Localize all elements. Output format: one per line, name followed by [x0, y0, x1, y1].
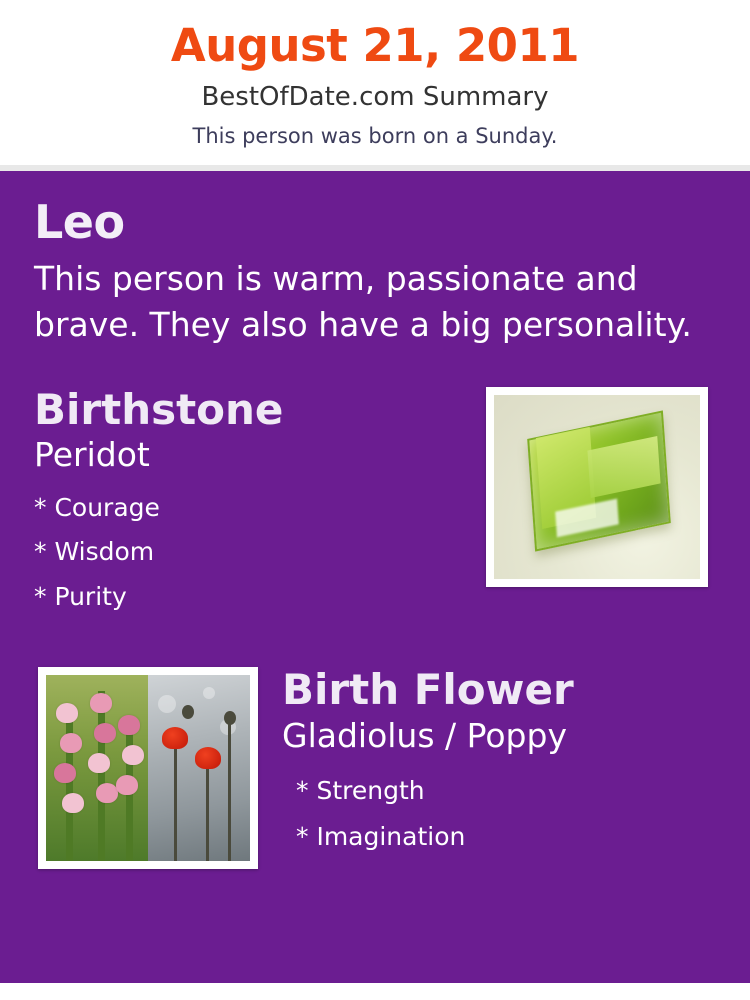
peridot-gemstone-image	[494, 395, 700, 579]
list-item: * Wisdom	[34, 537, 155, 567]
birthstone-section	[34, 387, 716, 619]
birth-flower-title: Birth Flower	[282, 665, 574, 715]
page-title: August 21, 2011	[170, 19, 580, 72]
birthstone-title: Birthstone	[34, 385, 284, 435]
birth-flower-section	[34, 667, 716, 877]
zodiac-description: This person is warm, passionate and brave. They also have a big personality.	[34, 258, 692, 344]
born-day-note: This person was born on a Sunday.	[192, 123, 558, 148]
gladiolus-poppy-image	[46, 675, 250, 861]
list-item: * Courage	[34, 492, 160, 522]
list-item: * Strength	[296, 775, 425, 805]
birthstone-traits	[34, 486, 474, 620]
zodiac-section	[34, 197, 716, 347]
birth-flower-photo-frame	[38, 667, 258, 869]
birth-flower-traits	[282, 768, 716, 861]
birthstone-name: Peridot	[34, 435, 150, 475]
site-summary-label: BestOfDate.com Summary	[201, 82, 549, 113]
list-item: * Imagination	[296, 822, 466, 851]
birth-flower-text	[282, 667, 716, 860]
birthstone-photo-frame	[486, 387, 708, 587]
zodiac-sign-name: Leo	[34, 195, 125, 250]
list-item: * Purity	[34, 581, 127, 611]
birthstone-text	[34, 387, 474, 619]
birth-flower-name: Gladiolus / Poppy	[282, 715, 567, 755]
card-header	[0, 0, 750, 165]
card-body	[0, 171, 750, 983]
